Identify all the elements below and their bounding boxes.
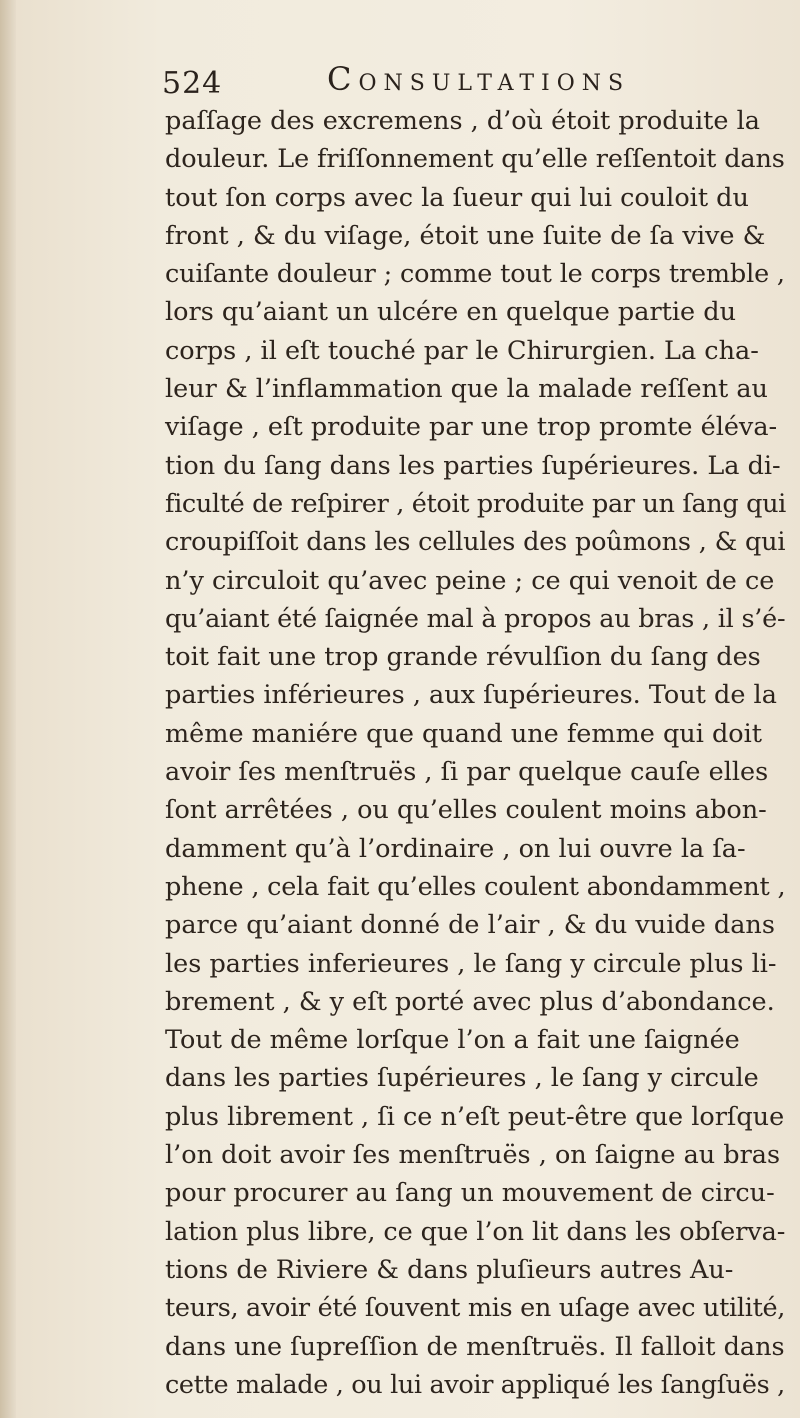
text-line: croupiſſoit dans les cellules des poûmons , & qui xyxy=(165,527,786,558)
text-line: qu’aiant été ſaignée mal à propos au bras , il s’é- xyxy=(165,603,786,634)
page-header xyxy=(162,60,782,104)
page-binding-edge xyxy=(0,0,16,1418)
text-line: dans une ſupreſſion de menſtruës. Il falloit dans xyxy=(165,1331,785,1362)
text-line: ſont arrêtées , ou qu’elles coulent moins abon- xyxy=(165,795,767,826)
text-line: l’on doit avoir ſes menſtruës , on ſaigne au bras xyxy=(165,1140,781,1171)
text-line: cuiſante douleur ; comme tout le corps tremble , xyxy=(165,259,785,290)
text-line: viſage , eſt produite par une trop promte éléva- xyxy=(165,412,778,443)
text-line: n’y circuloit qu’avec peine ; ce qui venoit de ce xyxy=(165,565,775,596)
text-line: lation plus libre, ce que l’on lit dans les obſerva- xyxy=(165,1216,786,1247)
text-line: dans les parties ſupérieures , le ſang y circule xyxy=(165,1063,759,1094)
text-line: Tout de même lorſque l’on a fait une ſaignée xyxy=(165,1025,740,1056)
text-line: brement , & y eſt porté avec plus d’abondance. xyxy=(165,986,775,1017)
text-line: tout ſon corps avec la ſueur qui lui couloit du xyxy=(165,182,749,213)
text-line: plus librement , ſi ce n’eſt peut-être que lorſque xyxy=(165,1101,785,1132)
text-line: toit fait une trop grande révulſion du ſang des xyxy=(165,642,761,673)
text-line: teurs, avoir été ſouvent mis en uſage avec utilité, xyxy=(165,1293,786,1324)
text-line: même maniére que quand une femme qui doit xyxy=(165,718,763,749)
text-line: tion du ſang dans les parties ſupérieures. La di- xyxy=(165,450,781,481)
text-line: les parties inferieures , le ſang y circule plus li- xyxy=(165,948,777,979)
text-line: ficulté de reſpirer , étoit produite par un ſang qui xyxy=(165,488,786,519)
text-line: front , & du viſage, étoit une ſuite de ſa vive & xyxy=(165,220,766,251)
text-line: cette malade , ou lui avoir appliqué les ſangſuës , xyxy=(165,1369,785,1400)
text-line: leur & l’inflammation que la malade reſſent au xyxy=(165,374,768,405)
text-line: tions de Riviere & dans pluſieurs autres Au- xyxy=(165,1254,734,1285)
text-line: parce qu’aiant donné de l’air , & du vuide dans xyxy=(165,910,775,941)
text-line: pour procurer au ſang un mouvement de circu- xyxy=(165,1178,775,1209)
page-number: 524 xyxy=(162,66,223,101)
text-line: lors qu’aiant un ulcére en quelque partie du xyxy=(165,297,736,328)
text-line: parties inférieures , aux ſupérieures. Tout de la xyxy=(165,680,777,711)
running-head: Consultations xyxy=(327,60,631,98)
body-text xyxy=(165,102,785,1404)
text-line: phene , cela fait qu’elles coulent abondamment , xyxy=(165,871,786,902)
text-line: avoir ſes menſtruës , ſi par quelque cauſe elles xyxy=(165,757,769,788)
text-line: paſſage des excremens , d’où étoit produite la xyxy=(165,106,760,136)
text-line: damment qu’à l’ordinaire , on lui ouvre la ſa- xyxy=(165,833,746,864)
text-line: corps , il eſt touché par le Chirurgien. La cha- xyxy=(165,335,759,366)
text-line: douleur. Le friſſonnement qu’elle reſſentoit dans xyxy=(165,144,785,175)
